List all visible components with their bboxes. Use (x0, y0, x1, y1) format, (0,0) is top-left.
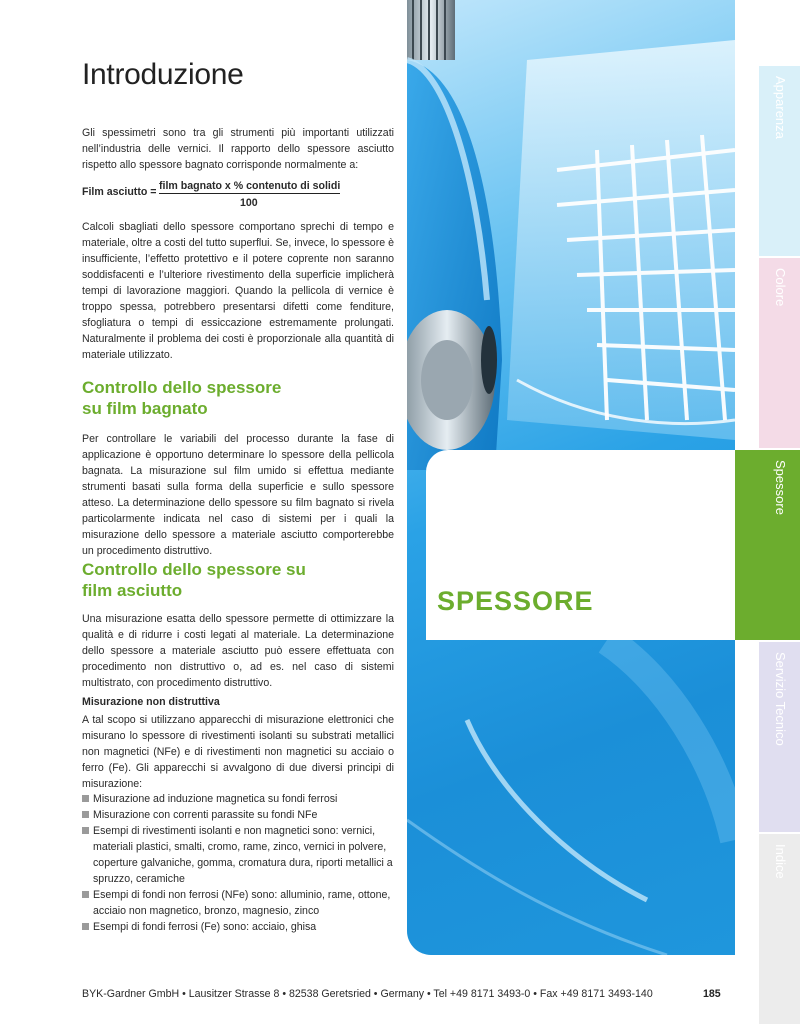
heading-wet-film-line1: Controllo dello spessore (82, 378, 282, 397)
heading-wet-film-line2: su film bagnato (82, 399, 208, 418)
active-tab-extension (735, 450, 759, 640)
bullet-square-icon (82, 827, 89, 834)
bullet-square-icon (82, 811, 89, 818)
chapter-title: SPESSORE (437, 586, 594, 616)
page-number: 185 (703, 988, 721, 1000)
heading-dry-film-line1: Controllo dello spessore su (82, 560, 306, 579)
bullet-square-icon (82, 923, 89, 930)
footer-address: BYK-Gardner GmbH • Lausitzer Strasse 8 • 82538 Geretsried • Germany • Tel +49 8171 3493-0 • Fax +49 8171 3493-140 (82, 988, 653, 1000)
tab-spessore[interactable]: Spessore (759, 450, 800, 640)
list-item: Misurazione con correnti parassite su fondi NFe (82, 807, 394, 823)
non-destructive-paragraph: A tal scopo si utilizzano apparecchi di misurazione elettronici che misurano lo spessore di rivestimenti isolanti su substrati metallici non magnetici (NFe) e di rivestimenti non magnetici su acciaio o ferro (Fe). Gli apparecchi si avvalgono di due diversi principi di misurazione: (82, 714, 394, 790)
tab-indice[interactable]: Indice (759, 834, 800, 1024)
list-item: Esempi di fondi ferrosi (Fe) sono: acciaio, ghisa (82, 919, 394, 935)
heading-wet-film (82, 377, 281, 419)
heading-dry-film (82, 559, 306, 601)
list-item: Esempi di fondi non ferrosi (NFe) sono: alluminio, rame, ottone, acciaio non magnetico, bronzo, magnesio, zinco (82, 887, 394, 919)
wet-film-paragraph: Per controllare le variabili del processo durante la fase di applicazione è opportuno determinare lo spessore della pellicola bagnata. La misurazione sul film umido si effettua mediante strumenti basati sulla forma della superficie e sullo spessore atteso. La determinazione dello spessore su film bagnato si rivela particolarmente indicata nel caso di sistemi per i quali la misurazione dello spessore a materiale asciutto comporterebbe un procedimento distruttivo. (82, 433, 394, 557)
list-item: Misurazione ad induzione magnetica su fondi ferrosi (82, 791, 394, 807)
formula-label: Film asciutto = (82, 186, 157, 198)
heading-dry-film-line2: film asciutto (82, 581, 183, 600)
costs-paragraph: Calcoli sbagliati dello spessore comportano sprechi di tempo e materiale, oltre a costi del tutto superflui. Se, invece, lo spessore è insufficiente, l’effetto protettivo e il potere coprente non saranno soddisfacenti e l’ulteriore rivestimento della superficie implicherà tempi di lavorazione maggiori. Quando la pellicola di vernice è troppo spessa, potrebbero presentarsi difetti come fenditure, sfogliatura o tempi di essiccazione estremamente prolungati. Naturalmente il problema dei costi è proporzionale alla quantità di materiale utilizzato. (82, 221, 394, 361)
formula (82, 180, 394, 210)
intro-paragraph: Gli spessimetri sono tra gli strumenti più importanti utilizzati nell’industria delle vernici. Il rapporto dello spessore asciutto rispetto allo spessore bagnato corrisponde normalmente a: (82, 127, 394, 171)
list-item: Esempi di rivestimenti isolanti e non magnetici sono: vernici, materiali plastici, smalti, cromo, rame, zinco, vernici in polvere, coperture galvaniche, gomma, cromatura dura, riporti metallici a spruzzo, ceramiche (82, 823, 394, 887)
subheading-non-destructive: Misurazione non distruttiva (82, 696, 220, 708)
tab-apparenza[interactable]: Apparenza (759, 66, 800, 256)
tab-colore[interactable]: Colore (759, 258, 800, 448)
formula-denominator: 100 (240, 197, 258, 209)
bullet-square-icon (82, 891, 89, 898)
bullet-square-icon (82, 795, 89, 802)
page-title: Introduzione (82, 58, 244, 91)
tab-servizio-tecnico[interactable]: Servizio Tecnico (759, 642, 800, 832)
formula-numerator: film bagnato x % contenuto di solidi (159, 180, 341, 192)
dry-film-paragraph: Una misurazione esatta dello spessore permette di ottimizzare la qualità e di ridurre i costi legati al materiale. La determinazione dello spessore a materiale asciutto può essere effettuata con procedimento non distruttivo o, ad es. nel caso di sistemi multistrato, con procedimento distruttivo. (82, 613, 394, 689)
bullet-list (82, 791, 394, 935)
